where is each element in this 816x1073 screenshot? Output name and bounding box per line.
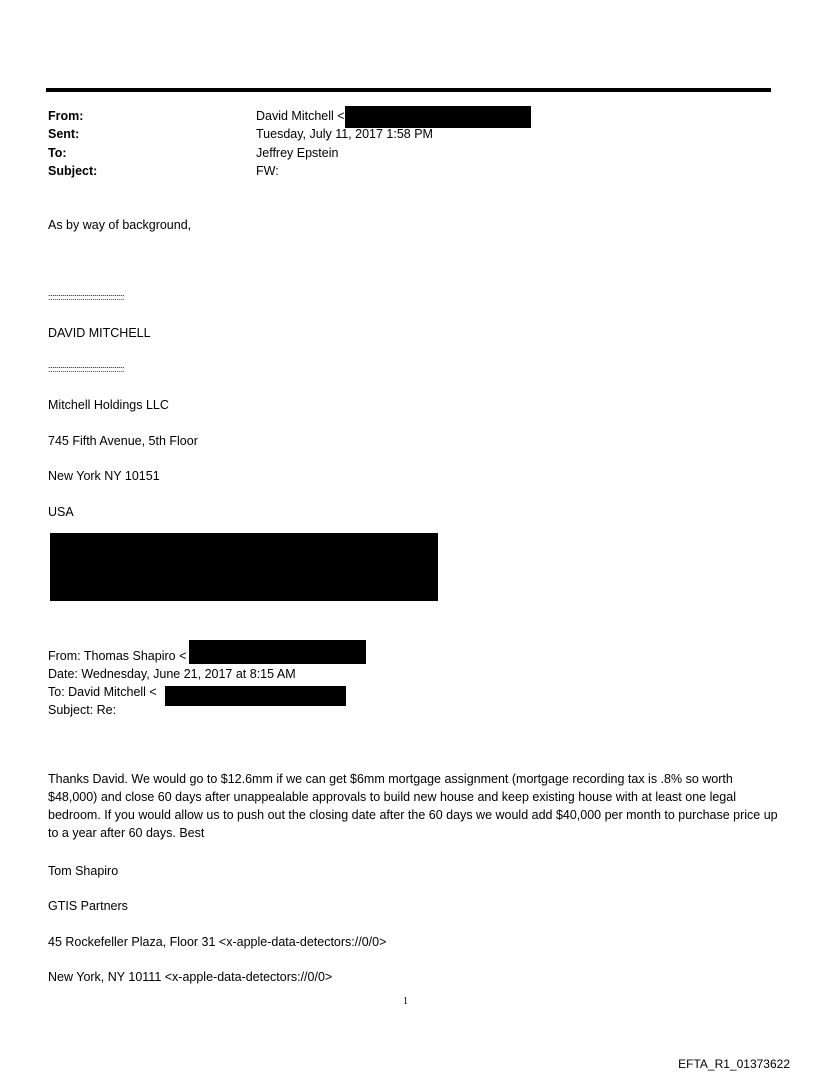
- fwd-signature-address-line1: 45 Rockefeller Plaza, Floor 31 <x-apple-data-detectors://0/0>: [48, 935, 387, 949]
- fwd-signature-address-line2: New York, NY 10111 <x-apple-data-detectors://0/0>: [48, 970, 333, 984]
- signature-company: Mitchell Holdings LLC: [48, 398, 169, 412]
- subject-label: Subject:: [48, 164, 98, 178]
- fwd-date-line: Date: Wednesday, June 21, 2017 at 8:15 AM: [48, 667, 296, 681]
- signature-address-line2: New York NY 10151: [48, 469, 160, 483]
- fwd-signature-name: Tom Shapiro: [48, 864, 119, 878]
- document-id: EFTA_R1_01373622: [678, 1057, 790, 1071]
- subject-value: FW:: [256, 164, 279, 178]
- signature-name: DAVID MITCHELL: [48, 326, 151, 340]
- sent-value: Tuesday, July 11, 2017 1:58 PM: [256, 127, 433, 141]
- from-label: From:: [48, 109, 84, 123]
- fwd-subject-line: Subject: Re:: [48, 703, 117, 717]
- signature-country: USA: [48, 505, 74, 519]
- redaction-fwd-to-email: [165, 686, 346, 706]
- fwd-signature-company: GTIS Partners: [48, 899, 128, 913]
- separator-line: ::::::::::::::::::::::::::::::::::::::: [48, 292, 125, 302]
- separator-line: ::::::::::::::::::::::::::::::::::::::: [48, 364, 125, 374]
- redaction-fwd-from-email: [189, 640, 366, 664]
- redaction-contact-block: [50, 533, 438, 601]
- to-value: Jeffrey Epstein: [256, 146, 339, 160]
- fwd-from-line: From: Thomas Shapiro <: [48, 649, 187, 663]
- intro-text: As by way of background,: [48, 218, 192, 232]
- sent-label: Sent:: [48, 127, 80, 141]
- header-rule: [46, 88, 771, 92]
- from-value: David Mitchell <: [256, 109, 345, 123]
- redaction-from-email: [345, 106, 531, 128]
- fwd-to-line: To: David Mitchell <: [48, 685, 157, 699]
- to-label: To:: [48, 146, 67, 160]
- page-number: 1: [403, 996, 408, 1007]
- fwd-message-body: Thanks David. We would go to $12.6mm if we can get $6mm mortgage assignment (mortgage recording tax is .8% so worth $48,000) and close 60 days after unappealable approvals to build new house and keep existing house with at least one legal bedroom. If you would allow us to push out the closing date after the 60 days we would add $40,000 per month to purchase price up to a year after 60 days. Best: [48, 772, 778, 840]
- signature-address-line1: 745 Fifth Avenue, 5th Floor: [48, 434, 198, 448]
